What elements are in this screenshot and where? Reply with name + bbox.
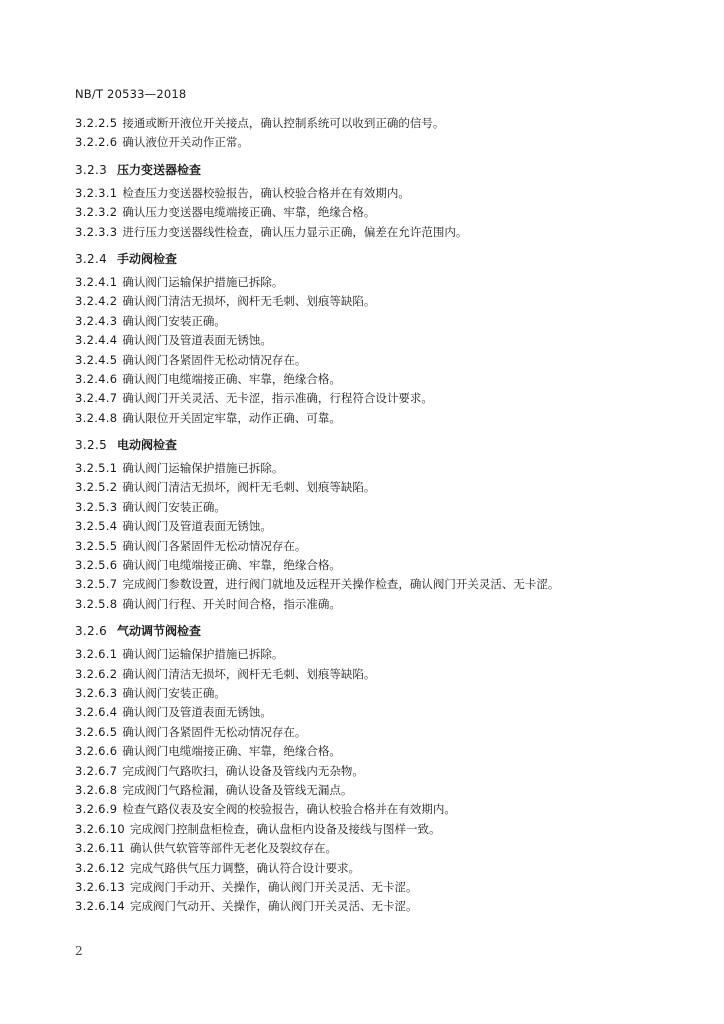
clause-text: 接通或断开液位开关接点，确认控制系统可以收到正确的信号。	[122, 116, 445, 130]
clause-item	[75, 517, 675, 536]
clause-text: 确认供气软管等部件无老化及裂纹存在。	[129, 841, 337, 856]
clause-text: 确认阀门安装正确。	[122, 685, 226, 700]
clause-number: 3.2.5.3	[75, 499, 118, 514]
clause-item	[75, 409, 675, 428]
clause-item	[75, 459, 675, 478]
clause-item	[75, 839, 675, 858]
clause-item	[75, 665, 675, 684]
clause-item	[75, 742, 675, 761]
clause-number: 3.2.2.6	[75, 135, 118, 150]
section-heading	[75, 620, 675, 642]
clause-text: 确认阀门及管道表面无锈蚀。	[122, 519, 272, 534]
clause-text: 确认阀门电缆端接正确、牢靠，绝缘合格。	[122, 371, 341, 386]
clause-number: 3.2.3.1	[75, 185, 118, 200]
clause-item	[75, 595, 675, 614]
clause-item	[75, 723, 675, 742]
clause-text: 完成阀门控制盘柜检查，确认盘柜内设备及接线与图样一致。	[129, 821, 441, 836]
clause-text: 检查压力变送器校验报告，确认校验合格并在有效期内。	[122, 185, 410, 200]
clause-text: 确认阀门安装正确。	[122, 313, 226, 328]
clause-number: 3.2.4.4	[75, 333, 118, 348]
section-title: 电动阀检查	[117, 438, 178, 453]
clause-number: 3.2.5.4	[75, 519, 118, 534]
clause-text: 确认阀门行程、开关时间合格，指示准确。	[122, 596, 341, 611]
clause-number: 3.2.5.7	[75, 577, 118, 592]
clause-number: 3.2.6.11	[75, 841, 125, 856]
section-number: 3.2.4	[75, 251, 108, 266]
clause-text: 确认阀门安装正确。	[122, 499, 226, 514]
document-body	[75, 114, 675, 917]
section-number: 3.2.5	[75, 438, 108, 453]
clause-text: 完成阀门参数设置，进行阀门就地及远程开关操作检查，确认阀门开关灵活、无卡涩。	[122, 577, 560, 592]
clause-item	[75, 537, 675, 556]
clause-number: 3.2.6.1	[75, 647, 118, 662]
clause-text: 确认液位开关动作正常。	[122, 135, 249, 150]
section-title: 手动阀检查	[117, 251, 178, 266]
clause-number: 3.2.4.7	[75, 391, 118, 406]
clause-number: 3.2.6.5	[75, 724, 118, 739]
clause-item	[75, 859, 675, 878]
clause-text: 确认压力变送器电缆端接正确、牢靠，绝缘合格。	[122, 205, 376, 220]
clause-number: 3.2.5.8	[75, 596, 118, 611]
clause-number: 3.2.6.4	[75, 705, 118, 720]
clause-number: 3.2.6.3	[75, 685, 118, 700]
clause-text: 确认阀门清洁无损坏，阀杆无毛刺、划痕等缺陷。	[122, 666, 376, 681]
clause-text: 确认阀门及管道表面无锈蚀。	[122, 705, 272, 720]
clause-text: 完成阀门气路吹扫，确认设备及管线内无杂物。	[122, 763, 364, 778]
clause-text: 确认阀门各紧固件无松动情况存在。	[122, 352, 307, 367]
clause-number: 3.2.4.5	[75, 352, 118, 367]
clause-item	[75, 133, 675, 152]
clause-item	[75, 292, 675, 311]
clause-text: 确认阀门清洁无损坏，阀杆无毛刺、划痕等缺陷。	[122, 294, 376, 309]
clause-text: 确认阀门运输保护措施已拆除。	[122, 274, 284, 289]
clause-number: 3.2.6.6	[75, 744, 118, 759]
clause-number: 3.2.6.14	[75, 899, 125, 914]
clause-item	[75, 645, 675, 664]
clause-text: 确认阀门各紧固件无松动情况存在。	[122, 538, 307, 553]
clause-text: 完成阀门手动开、关操作，确认阀门开关灵活、无卡涩。	[129, 879, 418, 894]
clause-item	[75, 184, 675, 203]
clause-number: 3.2.4.6	[75, 371, 118, 386]
clause-number: 3.2.5.5	[75, 538, 118, 553]
clause-item	[75, 273, 675, 292]
clause-number: 3.2.4.1	[75, 274, 118, 289]
clause-text: 完成阀门气路检漏，确认设备及管线无漏点。	[122, 782, 353, 797]
section-number: 3.2.6	[75, 624, 108, 639]
clause-text: 确认阀门及管道表面无锈蚀。	[122, 333, 272, 348]
section-title: 压力变送器检查	[117, 162, 202, 177]
clause-number: 3.2.5.6	[75, 558, 118, 573]
section-heading	[75, 159, 675, 181]
clause-text: 完成气路供气压力调整，确认符合设计要求。	[129, 860, 360, 875]
section-heading	[75, 248, 675, 270]
clause-number: 3.2.4.2	[75, 294, 118, 309]
clause-item	[75, 781, 675, 800]
section-title: 气动调节阀检查	[117, 624, 202, 639]
clause-number: 3.2.2.5	[75, 116, 118, 130]
clause-text: 确认阀门开关灵活、无卡涩，指示准确，行程符合设计要求。	[122, 391, 433, 406]
clause-item	[75, 203, 675, 222]
clause-item	[75, 684, 675, 703]
clause-number: 3.2.6.12	[75, 860, 125, 875]
clause-text: 确认阀门电缆端接正确、牢靠，绝缘合格。	[122, 744, 341, 759]
clause-number: 3.2.6.8	[75, 782, 118, 797]
clause-text: 检查气路仪表及安全阀的校验报告，确认校验合格并在有效期内。	[122, 802, 456, 817]
clause-item	[75, 389, 675, 408]
document-header: NB/T 20533—2018	[75, 87, 187, 101]
clause-number: 3.2.6.9	[75, 802, 118, 817]
clause-number: 3.2.4.8	[75, 410, 118, 425]
clause-item	[75, 478, 675, 497]
clause-text: 确认阀门运输保护措施已拆除。	[122, 647, 284, 662]
clause-text: 进行压力变送器线性检查，确认压力显示正确，偏差在允许范围内。	[122, 224, 468, 239]
clause-number: 3.2.6.2	[75, 666, 118, 681]
clause-number: 3.2.5.1	[75, 461, 118, 476]
clause-item	[75, 897, 675, 916]
clause-item	[75, 800, 675, 819]
clause-item	[75, 556, 675, 575]
clause-item	[75, 878, 675, 897]
clause-number: 3.2.3.3	[75, 224, 118, 239]
clause-number: 3.2.6.13	[75, 879, 125, 894]
clause-number: 3.2.5.2	[75, 480, 118, 495]
clause-item	[75, 498, 675, 517]
section-heading	[75, 434, 675, 456]
clause-item	[75, 575, 675, 594]
clause-number: 3.2.3.2	[75, 205, 118, 220]
clause-item	[75, 331, 675, 350]
clause-text: 确认阀门各紧固件无松动情况存在。	[122, 724, 307, 739]
clause-number: 3.2.6.10	[75, 821, 125, 836]
clause-number: 3.2.4.3	[75, 313, 118, 328]
clause-text: 确认阀门清洁无损坏，阀杆无毛刺、划痕等缺陷。	[122, 480, 376, 495]
clause-item	[75, 351, 675, 370]
clause-item	[75, 820, 675, 839]
clause-text: 完成阀门气动开、关操作，确认阀门开关灵活、无卡涩。	[129, 899, 418, 914]
clause-item	[75, 370, 675, 389]
clause-item	[75, 223, 675, 242]
clause-text: 确认阀门电缆端接正确、牢靠，绝缘合格。	[122, 558, 341, 573]
section-number: 3.2.3	[75, 162, 108, 177]
page-number: 2	[75, 944, 83, 958]
clause-text: 确认限位开关固定牢靠，动作正确、可靠。	[122, 410, 341, 425]
clause-item	[75, 703, 675, 722]
clause-item	[75, 114, 675, 133]
clause-text: 确认阀门运输保护措施已拆除。	[122, 461, 284, 476]
clause-number: 3.2.6.7	[75, 763, 118, 778]
clause-item	[75, 762, 675, 781]
clause-item	[75, 312, 675, 331]
